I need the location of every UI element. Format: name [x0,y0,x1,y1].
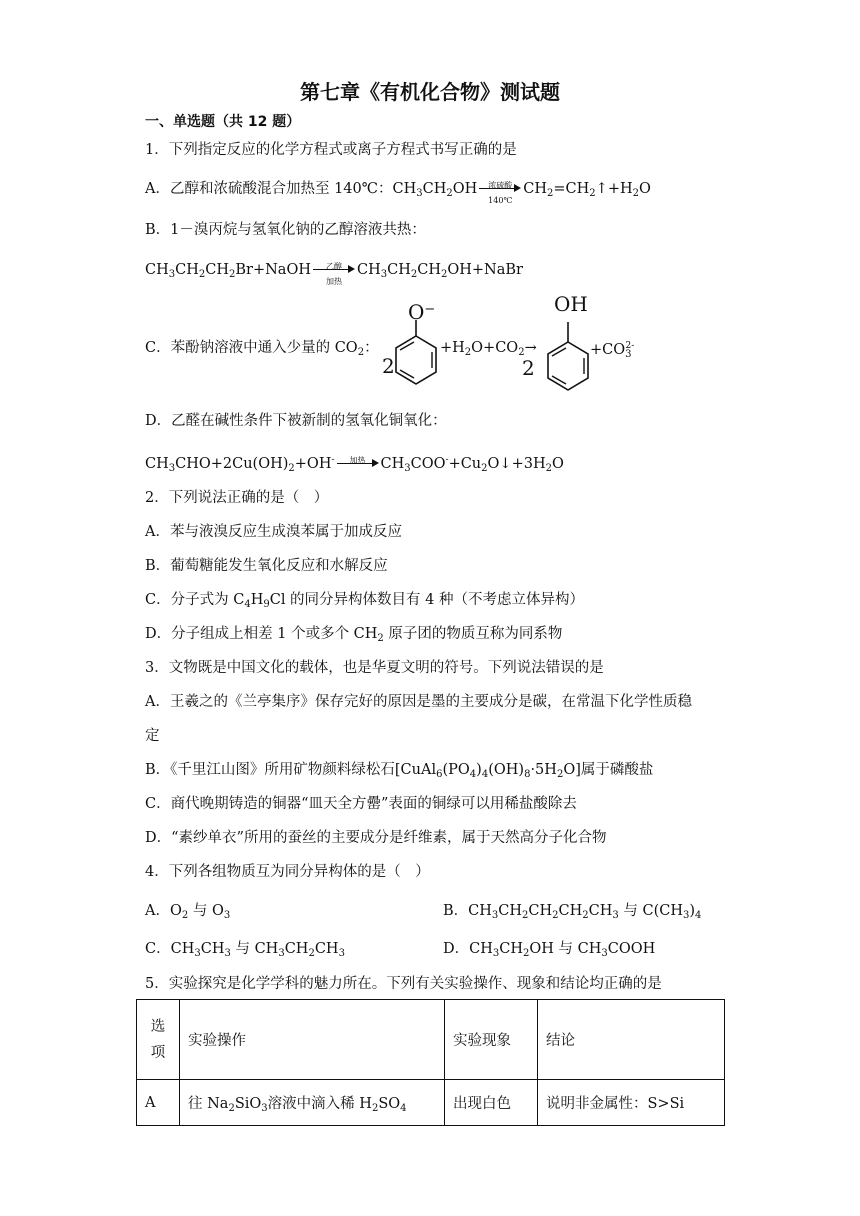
table-header-row [137,1000,725,1080]
q3-option-d: D．“素纱单衣”所用的蚕丝的主要成分是纤维素，属于天然高分子化合物 [145,830,607,846]
phenoxide-o-label: O− [408,300,436,324]
q1-option-b: B．1－溴丙烷与氢氧化钠的乙醇溶液共热： [145,222,426,238]
section-heading: 一、单选题（共 12 题） [145,114,301,130]
q4-option-c: C．$CH_3CH_3$ 与 $CH_3CH_2CH_3$ [145,941,345,959]
reaction-arrow-icon: 乙醇 加热 [313,260,355,280]
table-row [137,1080,725,1126]
row-conclusion: 说明非金属性：S>Si [538,1080,725,1126]
q1-option-b-equation: $CH_3CH_2CH_2Br+NaOH$ 乙醇 加热 $CH_3CH_2CH_2OH+NaBr$ [145,262,523,286]
q2-option-d: D．分子组成上相差 1 个或多个 $CH_2$ 原子团的物质互称为同系物 [145,626,563,644]
q1-option-a: A．乙醇和浓硫酸混合加热至 140℃：$CH_3CH_2OH$ 浓硫酸 140℃ $CH_2=CH_2↑+H_2O$ [145,181,651,205]
carbonate-ion: $+CO_3^{2-}$ [590,341,635,360]
q4-option-a: A．$O_2$ 与 $O_3$ [145,903,231,921]
reaction-arrow-icon: 加热 [337,454,379,474]
q3-stem: 3．文物既是中国文化的载体，也是华夏文明的符号。下列说法错误的是 [145,660,604,676]
q1-option-d: D．乙醛在碱性条件下被新制的氢氧化铜氧化： [145,413,447,429]
q4-option-b: B．$CH_3CH_2CH_2CH_2CH_3$ 与 $C(CH_3)_4$ [443,903,702,921]
q1-option-c-middle: $+H_2O+CO_2\to$ [440,340,537,358]
header-operation: 实验操作 [180,1000,445,1080]
q2-stem: 2．下列说法正确的是（ ） [145,490,329,506]
q1-option-c: C．苯酚钠溶液中通入少量的 $CO_2$： [145,340,379,358]
q2-option-b: B．葡萄糖能发生氧化反应和水解反应 [145,558,388,574]
header-phenomenon: 实验现象 [445,1000,538,1080]
reaction-arrow-icon: 浓硫酸 140℃ [479,179,521,199]
q3-option-c: C．商代晚期铸造的铜器“皿天全方罍”表面的铜绿可以用稀盐酸除去 [145,796,577,812]
row-phenomenon: 出现白色 [445,1080,538,1126]
q3-option-a-cont: 定 [145,728,160,744]
header-conclusion: 结论 [538,1000,725,1080]
phenol-oh-label: OH [554,292,588,316]
q1-stem: 1．下列指定反应的化学方程式或离子方程式书写正确的是 [145,142,517,158]
q2-option-c: C．分子式为 $C_4H_9Cl$ 的同分异构体数目有 4 种（不考虑立体异构） [145,592,585,610]
q5-stem: 5．实验探究是化学学科的魅力所在。下列有关实验操作、现象和结论均正确的是 [145,976,662,992]
q2-option-a: A．苯与液溴反应生成溴苯属于加成反应 [145,524,402,540]
q1-option-a-label: A．乙醇和浓硫酸混合加热至 140℃： [145,181,393,197]
coefficient: 2 [382,354,395,378]
coefficient: 2 [522,356,535,380]
q4-stem: 4．下列各组物质互为同分异构体的是（ ） [145,864,430,880]
q3-option-b: B．《千里江山图》所用矿物颜料绿松石$[CuAl_6(PO_4)_4(OH)_8\cdot 5H_2O]$属于磷酸盐 [145,762,654,780]
q4-option-d: D．$CH_3CH_2OH$ 与 $CH_3COOH$ [443,941,656,959]
row-operation: 往 $Na_2SiO_3$溶液中滴入稀 $H_2SO_4$ [180,1080,445,1126]
row-option: A [137,1080,180,1126]
header-option: 选 项 [137,1000,180,1080]
page-title: 第七章《有机化合物》测试题 [300,80,560,104]
q3-option-a: A．王羲之的《兰亭集序》保存完好的原因是墨的主要成分是碳，在常温下化学性质稳 [145,694,692,710]
experiment-table [136,999,725,1126]
q1-option-d-equation: $CH_3CHO+2Cu(OH)_2+OH^-$ 加热 $CH_3COO^-+Cu_2O↓+3H_2O$ [145,455,564,474]
